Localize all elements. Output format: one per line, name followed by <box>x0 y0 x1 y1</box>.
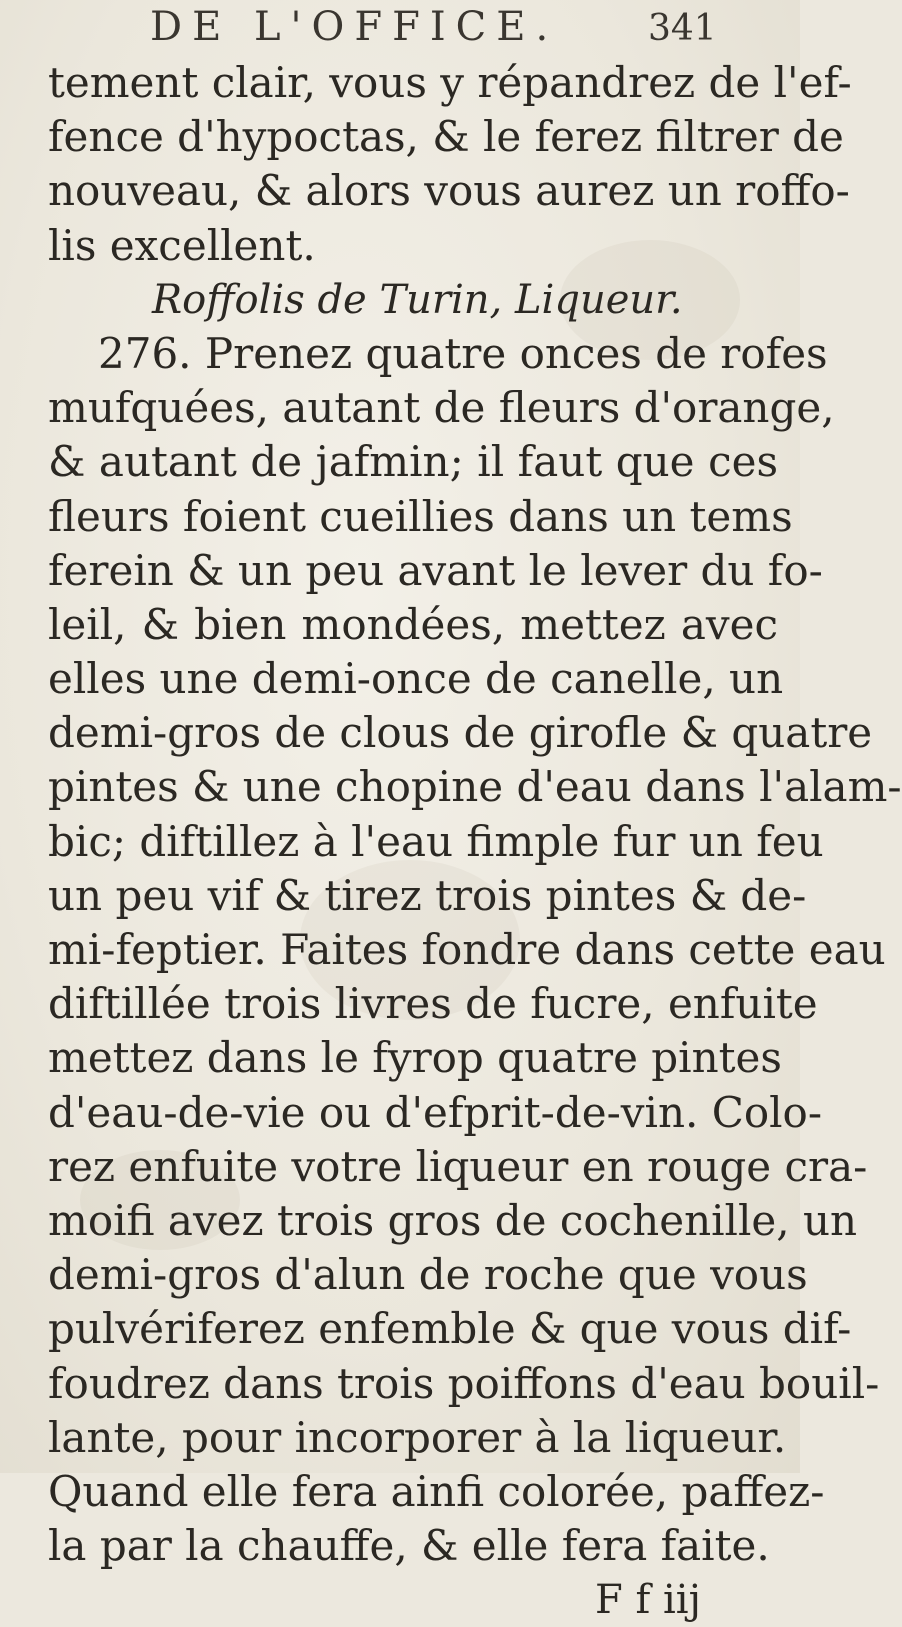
text-line: tement clair, vous y répandrez de l'ef- <box>48 58 852 107</box>
text-line: la par la chauffe, & elle fera faite. <box>48 1521 770 1571</box>
text-line: bic; diftillez à l'eau fimple fur un feu <box>48 816 824 866</box>
text-line: demi-gros de clous de girofle & quatre <box>48 708 873 758</box>
page-header <box>0 4 800 54</box>
text-line: fleurs foient cueillies dans un tems <box>48 491 793 541</box>
page-number: 341 <box>648 8 717 49</box>
text-line: ferein & un peu avant le lever du fo- <box>48 545 823 595</box>
signature-mark: F f iij <box>595 1577 701 1624</box>
text-line: demi-gros d'alun de roche que vous <box>48 1250 808 1300</box>
text-line: foudrez dans trois poiffons d'eau bouil- <box>48 1358 880 1408</box>
text-line: fence d'hypoctas, & le ferez filtrer de <box>48 112 844 162</box>
text-line: elles une demi-once de canelle, un <box>48 654 784 704</box>
text-line: pulvériferez enfemble & que vous dif- <box>48 1304 852 1354</box>
text-line: Quand elle fera ainfi colorée, paffez- <box>48 1466 825 1516</box>
text-line: leil, & bien mondées, mettez avec <box>48 599 778 649</box>
text-line: & autant de jafmin; il faut que ces <box>48 437 778 487</box>
text-line: lante, pour incorporer à la liqueur. <box>48 1412 787 1462</box>
text-line: d'eau-de-vie ou d'efprit-de-vin. Colo- <box>48 1087 823 1137</box>
recipe-title: Roffolis de Turin, Liqueur. <box>152 276 683 323</box>
text-line: rez enfuite votre liqueur en rouge cra- <box>48 1141 868 1191</box>
text-line: nouveau, & alors vous aurez un roffo- <box>48 166 850 216</box>
text-line: un peu vif & tirez trois pintes & de- <box>48 870 807 920</box>
text-line: mufquées, autant de fleurs d'orange, <box>48 383 835 433</box>
text-line: moifi avez trois gros de cochenille, un <box>48 1195 858 1245</box>
recipe-first-line: 276. Prenez quatre onces de rofes <box>98 328 828 378</box>
text-line: pintes & une chopine d'eau dans l'alam- <box>48 762 902 812</box>
body-text <box>48 56 902 1627</box>
running-head: DE L'OFFICE. <box>150 4 559 50</box>
text-line: diftillée trois livres de fucre, enfuite <box>48 979 818 1029</box>
text-line: mettez dans le fyrop quatre pintes <box>48 1033 782 1083</box>
text-line: lis excellent. <box>48 220 316 270</box>
text-line: mi-feptier. Faites fondre dans cette eau <box>48 925 886 974</box>
